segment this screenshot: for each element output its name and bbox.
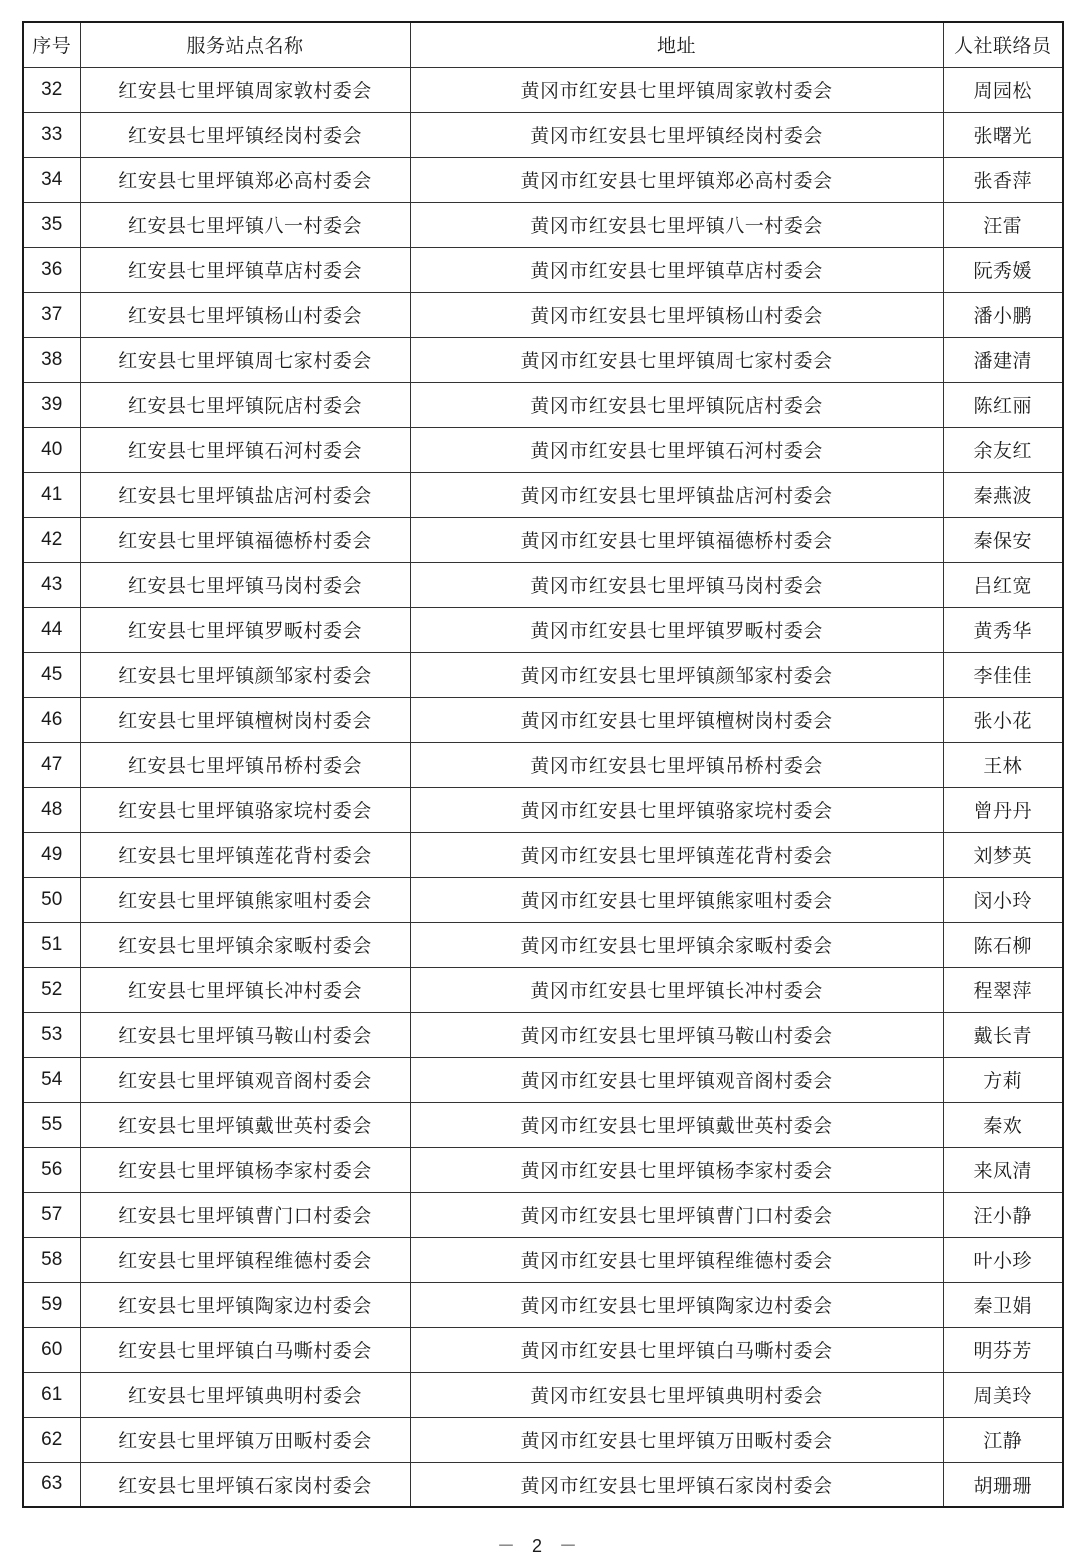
cell-address: 黄冈市红安县七里坪镇戴世英村委会 xyxy=(410,1102,943,1147)
table-row xyxy=(23,382,1063,427)
table-row xyxy=(23,157,1063,202)
cell-liaison: 江静 xyxy=(943,1417,1063,1462)
cell-station-name: 红安县七里坪镇八一村委会 xyxy=(80,202,410,247)
cell-address: 黄冈市红安县七里坪镇白马嘶村委会 xyxy=(410,1327,943,1372)
cell-station-name: 红安县七里坪镇福德桥村委会 xyxy=(80,517,410,562)
table-row xyxy=(23,1327,1063,1372)
cell-liaison: 余友红 xyxy=(943,427,1063,472)
cell-serial-number: 63 xyxy=(23,1462,80,1507)
cell-liaison: 潘小鹏 xyxy=(943,292,1063,337)
cell-station-name: 红安县七里坪镇阮店村委会 xyxy=(80,382,410,427)
cell-station-name: 红安县七里坪镇熊家咀村委会 xyxy=(80,877,410,922)
service-station-table xyxy=(22,21,1064,1508)
cell-serial-number: 33 xyxy=(23,112,80,157)
cell-station-name: 红安县七里坪镇石家岗村委会 xyxy=(80,1462,410,1507)
cell-serial-number: 49 xyxy=(23,832,80,877)
cell-station-name: 红安县七里坪镇罗畈村委会 xyxy=(80,607,410,652)
cell-station-name: 红安县七里坪镇周家敦村委会 xyxy=(80,67,410,112)
cell-address: 黄冈市红安县七里坪镇福德桥村委会 xyxy=(410,517,943,562)
table-row xyxy=(23,1012,1063,1057)
table-row xyxy=(23,1372,1063,1417)
cell-liaison: 汪小静 xyxy=(943,1192,1063,1237)
cell-liaison: 秦欢 xyxy=(943,1102,1063,1147)
cell-serial-number: 48 xyxy=(23,787,80,832)
cell-liaison: 王林 xyxy=(943,742,1063,787)
cell-serial-number: 40 xyxy=(23,427,80,472)
cell-serial-number: 55 xyxy=(23,1102,80,1147)
cell-station-name: 红安县七里坪镇马鞍山村委会 xyxy=(80,1012,410,1057)
table-row xyxy=(23,562,1063,607)
cell-address: 黄冈市红安县七里坪镇马鞍山村委会 xyxy=(410,1012,943,1057)
table-row xyxy=(23,787,1063,832)
cell-station-name: 红安县七里坪镇长冲村委会 xyxy=(80,967,410,1012)
cell-station-name: 红安县七里坪镇马岗村委会 xyxy=(80,562,410,607)
cell-address: 黄冈市红安县七里坪镇万田畈村委会 xyxy=(410,1417,943,1462)
cell-address: 黄冈市红安县七里坪镇典明村委会 xyxy=(410,1372,943,1417)
cell-serial-number: 62 xyxy=(23,1417,80,1462)
table-row xyxy=(23,1102,1063,1147)
cell-station-name: 红安县七里坪镇余家畈村委会 xyxy=(80,922,410,967)
table-row xyxy=(23,1417,1063,1462)
cell-serial-number: 60 xyxy=(23,1327,80,1372)
cell-serial-number: 50 xyxy=(23,877,80,922)
cell-liaison: 胡珊珊 xyxy=(943,1462,1063,1507)
cell-liaison: 方莉 xyxy=(943,1057,1063,1102)
cell-liaison: 张曙光 xyxy=(943,112,1063,157)
cell-station-name: 红安县七里坪镇吊桥村委会 xyxy=(80,742,410,787)
table-row xyxy=(23,967,1063,1012)
cell-address: 黄冈市红安县七里坪镇郑必高村委会 xyxy=(410,157,943,202)
cell-serial-number: 46 xyxy=(23,697,80,742)
cell-address: 黄冈市红安县七里坪镇长冲村委会 xyxy=(410,967,943,1012)
cell-serial-number: 42 xyxy=(23,517,80,562)
cell-address: 黄冈市红安县七里坪镇马岗村委会 xyxy=(410,562,943,607)
cell-station-name: 红安县七里坪镇典明村委会 xyxy=(80,1372,410,1417)
cell-station-name: 红安县七里坪镇程维德村委会 xyxy=(80,1237,410,1282)
cell-serial-number: 39 xyxy=(23,382,80,427)
cell-liaison: 汪雷 xyxy=(943,202,1063,247)
cell-address: 黄冈市红安县七里坪镇莲花背村委会 xyxy=(410,832,943,877)
cell-liaison: 叶小珍 xyxy=(943,1237,1063,1282)
cell-station-name: 红安县七里坪镇草店村委会 xyxy=(80,247,410,292)
cell-station-name: 红安县七里坪镇杨山村委会 xyxy=(80,292,410,337)
cell-liaison: 潘建清 xyxy=(943,337,1063,382)
cell-address: 黄冈市红安县七里坪镇杨李家村委会 xyxy=(410,1147,943,1192)
table-header xyxy=(23,22,1063,67)
header-address: 地址 xyxy=(410,22,943,67)
table-row xyxy=(23,292,1063,337)
table-row xyxy=(23,472,1063,517)
header-station-name: 服务站点名称 xyxy=(80,22,410,67)
cell-serial-number: 61 xyxy=(23,1372,80,1417)
table-row xyxy=(23,1057,1063,1102)
table-row xyxy=(23,517,1063,562)
cell-address: 黄冈市红安县七里坪镇颜邹家村委会 xyxy=(410,652,943,697)
cell-liaison: 张小花 xyxy=(943,697,1063,742)
cell-liaison: 秦保安 xyxy=(943,517,1063,562)
table-row xyxy=(23,247,1063,292)
cell-address: 黄冈市红安县七里坪镇熊家咀村委会 xyxy=(410,877,943,922)
cell-address: 黄冈市红安县七里坪镇草店村委会 xyxy=(410,247,943,292)
cell-address: 黄冈市红安县七里坪镇余家畈村委会 xyxy=(410,922,943,967)
cell-serial-number: 59 xyxy=(23,1282,80,1327)
cell-liaison: 周园松 xyxy=(943,67,1063,112)
cell-station-name: 红安县七里坪镇杨李家村委会 xyxy=(80,1147,410,1192)
cell-station-name: 红安县七里坪镇戴世英村委会 xyxy=(80,1102,410,1147)
header-serial-number: 序号 xyxy=(23,22,80,67)
cell-serial-number: 35 xyxy=(23,202,80,247)
cell-serial-number: 44 xyxy=(23,607,80,652)
cell-liaison: 曾丹丹 xyxy=(943,787,1063,832)
cell-liaison: 吕红宽 xyxy=(943,562,1063,607)
cell-address: 黄冈市红安县七里坪镇经岗村委会 xyxy=(410,112,943,157)
cell-liaison: 刘梦英 xyxy=(943,832,1063,877)
cell-address: 黄冈市红安县七里坪镇八一村委会 xyxy=(410,202,943,247)
cell-liaison: 明芬芳 xyxy=(943,1327,1063,1372)
table-row xyxy=(23,1282,1063,1327)
cell-address: 黄冈市红安县七里坪镇观音阁村委会 xyxy=(410,1057,943,1102)
cell-station-name: 红安县七里坪镇檀树岗村委会 xyxy=(80,697,410,742)
cell-station-name: 红安县七里坪镇莲花背村委会 xyxy=(80,832,410,877)
cell-liaison: 张香萍 xyxy=(943,157,1063,202)
cell-serial-number: 58 xyxy=(23,1237,80,1282)
cell-serial-number: 54 xyxy=(23,1057,80,1102)
cell-liaison: 阮秀媛 xyxy=(943,247,1063,292)
cell-address: 黄冈市红安县七里坪镇阮店村委会 xyxy=(410,382,943,427)
cell-serial-number: 47 xyxy=(23,742,80,787)
cell-station-name: 红安县七里坪镇石河村委会 xyxy=(80,427,410,472)
table-body xyxy=(23,67,1063,1507)
cell-liaison: 戴长青 xyxy=(943,1012,1063,1057)
cell-address: 黄冈市红安县七里坪镇罗畈村委会 xyxy=(410,607,943,652)
cell-address: 黄冈市红安县七里坪镇石河村委会 xyxy=(410,427,943,472)
cell-liaison: 闵小玲 xyxy=(943,877,1063,922)
cell-address: 黄冈市红安县七里坪镇吊桥村委会 xyxy=(410,742,943,787)
cell-station-name: 红安县七里坪镇郑必高村委会 xyxy=(80,157,410,202)
cell-station-name: 红安县七里坪镇曹门口村委会 xyxy=(80,1192,410,1237)
table-row xyxy=(23,877,1063,922)
table-row xyxy=(23,67,1063,112)
cell-liaison: 周美玲 xyxy=(943,1372,1063,1417)
cell-station-name: 红安县七里坪镇经岗村委会 xyxy=(80,112,410,157)
cell-serial-number: 53 xyxy=(23,1012,80,1057)
cell-address: 黄冈市红安县七里坪镇檀树岗村委会 xyxy=(410,697,943,742)
cell-station-name: 红安县七里坪镇骆家垸村委会 xyxy=(80,787,410,832)
table-row xyxy=(23,427,1063,472)
cell-address: 黄冈市红安县七里坪镇盐店河村委会 xyxy=(410,472,943,517)
cell-station-name: 红安县七里坪镇盐店河村委会 xyxy=(80,472,410,517)
table-row xyxy=(23,112,1063,157)
cell-station-name: 红安县七里坪镇颜邹家村委会 xyxy=(80,652,410,697)
cell-serial-number: 52 xyxy=(23,967,80,1012)
header-liaison: 人社联络员 xyxy=(943,22,1063,67)
cell-station-name: 红安县七里坪镇陶家边村委会 xyxy=(80,1282,410,1327)
cell-address: 黄冈市红安县七里坪镇周家敦村委会 xyxy=(410,67,943,112)
cell-address: 黄冈市红安县七里坪镇陶家边村委会 xyxy=(410,1282,943,1327)
cell-liaison: 黄秀华 xyxy=(943,607,1063,652)
cell-serial-number: 34 xyxy=(23,157,80,202)
table-row xyxy=(23,337,1063,382)
cell-liaison: 来凤清 xyxy=(943,1147,1063,1192)
table-row xyxy=(23,202,1063,247)
table-row xyxy=(23,832,1063,877)
table-row xyxy=(23,742,1063,787)
cell-liaison: 陈石柳 xyxy=(943,922,1063,967)
cell-address: 黄冈市红安县七里坪镇石家岗村委会 xyxy=(410,1462,943,1507)
cell-serial-number: 41 xyxy=(23,472,80,517)
cell-liaison: 李佳佳 xyxy=(943,652,1063,697)
document-page xyxy=(22,21,1062,1508)
cell-serial-number: 57 xyxy=(23,1192,80,1237)
cell-serial-number: 37 xyxy=(23,292,80,337)
table-row xyxy=(23,922,1063,967)
cell-serial-number: 38 xyxy=(23,337,80,382)
header-row xyxy=(23,22,1063,67)
cell-address: 黄冈市红安县七里坪镇曹门口村委会 xyxy=(410,1192,943,1237)
table-row xyxy=(23,1237,1063,1282)
cell-address: 黄冈市红安县七里坪镇周七家村委会 xyxy=(410,337,943,382)
cell-serial-number: 36 xyxy=(23,247,80,292)
cell-liaison: 秦燕波 xyxy=(943,472,1063,517)
table-row xyxy=(23,1462,1063,1507)
cell-serial-number: 45 xyxy=(23,652,80,697)
cell-station-name: 红安县七里坪镇观音阁村委会 xyxy=(80,1057,410,1102)
cell-address: 黄冈市红安县七里坪镇杨山村委会 xyxy=(410,292,943,337)
table-row xyxy=(23,607,1063,652)
table-row xyxy=(23,1192,1063,1237)
table-row xyxy=(23,652,1063,697)
cell-serial-number: 43 xyxy=(23,562,80,607)
cell-station-name: 红安县七里坪镇周七家村委会 xyxy=(80,337,410,382)
table-row xyxy=(23,1147,1063,1192)
cell-address: 黄冈市红安县七里坪镇程维德村委会 xyxy=(410,1237,943,1282)
cell-station-name: 红安县七里坪镇万田畈村委会 xyxy=(80,1417,410,1462)
cell-liaison: 陈红丽 xyxy=(943,382,1063,427)
table-row xyxy=(23,697,1063,742)
cell-liaison: 秦卫娟 xyxy=(943,1282,1063,1327)
cell-serial-number: 32 xyxy=(23,67,80,112)
cell-station-name: 红安县七里坪镇白马嘶村委会 xyxy=(80,1327,410,1372)
page-number: － 2 － xyxy=(496,1536,583,1556)
cell-liaison: 程翠萍 xyxy=(943,967,1063,1012)
cell-address: 黄冈市红安县七里坪镇骆家垸村委会 xyxy=(410,787,943,832)
cell-serial-number: 51 xyxy=(23,922,80,967)
cell-serial-number: 56 xyxy=(23,1147,80,1192)
